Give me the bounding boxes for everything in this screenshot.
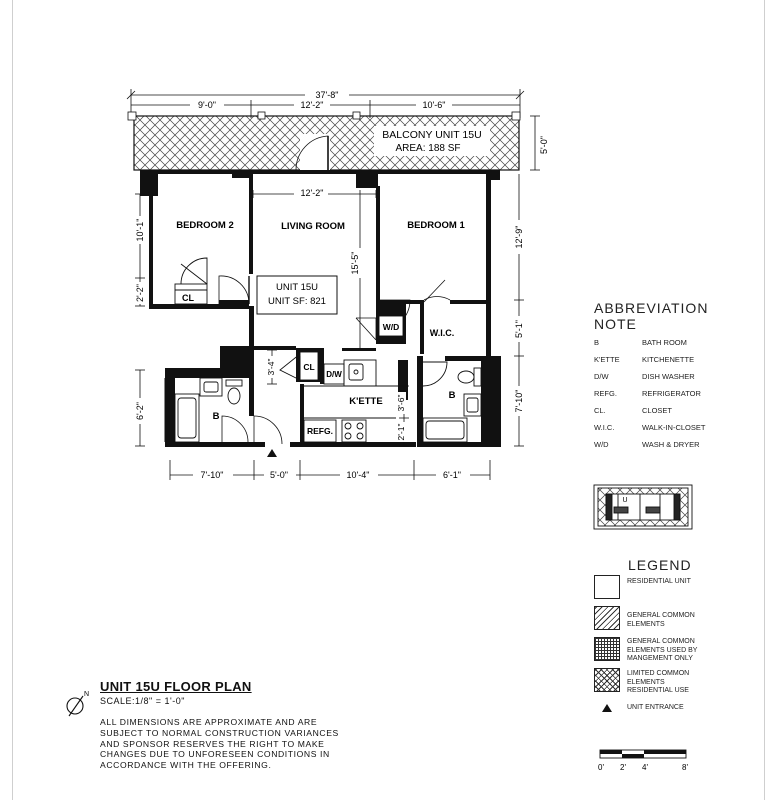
dim-wic-depth: 5'-1" [514,320,524,338]
abbreviation-key: W.I.C. [594,423,615,432]
balcony-label: BALCONY UNIT 15U [382,129,482,141]
dim-top-right: 10'-6" [422,100,446,110]
legend-item-management-only [594,637,764,663]
dim-top-mid: 12'-2" [300,100,324,110]
balcony [128,112,520,170]
dim-bath1-height: 7'-10" [514,389,524,413]
abbreviation-title-line1: ABBREVIATION [594,300,709,316]
legend-label: LIMITED COMMON ELEMENTS RESIDENTIAL USE [627,670,690,694]
abbreviation-item [594,389,744,406]
scale-tick-8: 8' [682,763,688,772]
abbreviation-key: REFG. [594,389,617,398]
abbreviation-key: D/W [594,372,609,381]
wd-label: W/D [382,322,400,332]
legend-title: LEGEND [628,557,692,573]
dim-bath2-height: 6'-2" [135,402,145,420]
legend-item-limited-common [594,668,764,694]
abbreviation-item [594,406,744,423]
abbreviation-value: WASH & DRYER [642,440,700,449]
abbreviation-key: K'ETTE [594,355,620,364]
north-arrow [67,696,83,716]
cl-bedroom2: CL [182,293,194,303]
dim-closet-depth: 2'-2" [135,284,145,302]
unit-label: UNIT 15U [275,282,319,293]
abbreviation-key: W/D [594,440,609,449]
dim-bottom-3: 10'-4" [346,470,370,480]
north-label: N [84,691,90,698]
dim-bedroom1-depth: 12'-9" [514,225,524,249]
refg-label: REFG. [307,426,333,436]
bath1-label: B [448,390,456,401]
abbreviation-item [594,355,744,372]
dim-bottom-4: 6'-1" [443,470,461,480]
abbreviation-list [594,338,744,457]
dim-balcony-depth: 5'-0" [539,136,549,154]
legend-swatch-grid [594,637,620,661]
abbreviation-value: WALK-IN-CLOSET [642,423,706,432]
legend-item-general-common [594,606,764,632]
bath2-label: B [212,411,220,422]
cl-kitchen: CL [303,362,315,372]
wic-label: W.I.C. [429,328,455,338]
keyplan-marker: U [622,497,628,504]
scale-tick-2: 2' [620,763,626,772]
legend-label: RESIDENTIAL UNIT [627,578,691,585]
legend-swatch-hatch [594,606,620,630]
plan-title: UNIT 15U FLOOR PLAN [100,679,252,694]
abbreviation-value: BATH ROOM [642,338,687,347]
abbreviation-value: DISH WASHER [642,372,695,381]
dim-top-left: 9'-0" [198,100,216,110]
balcony-area: AREA: 188 SF [395,143,461,154]
dw-label: D/W [326,370,342,379]
legend-item-unit-entrance [594,702,764,716]
abbreviation-key: B [594,338,600,347]
entrance-triangle-icon [602,704,612,712]
dim-refg-height: 2'-1" [396,423,406,441]
bath1-fixtures [423,362,481,442]
unit-entrance-marker [267,449,277,457]
bedroom1-label: BEDROOM 1 [407,220,465,231]
dim-cl-height: 3'-4" [266,358,276,376]
abbreviation-item [594,423,744,440]
dim-living-depth: 15'-5" [350,251,360,275]
dim-kette-height: 3'-6" [396,394,406,412]
abbreviation-value: REFRIGERATOR [642,389,701,398]
legend-label: GENERAL COMMON ELEMENTS [627,612,695,628]
plan-scale: SCALE:1/8" = 1'-0" [100,696,185,706]
dim-bottom-1: 7'-10" [200,470,224,480]
unit-sf: UNIT SF: 821 [268,296,326,307]
scale-tick-4: 4' [642,763,648,772]
legend-swatch-plain [594,575,620,599]
living-room-label: LIVING ROOM [281,221,345,232]
plan-disclaimer: ALL DIMENSIONS ARE APPROXIMATE AND ARE SUBJECT TO NORMAL CONSTRUCTION VARIANCES AND SPONSOR RESERVES THE RIGHT TO MAKE CHANGES DUE TO UNFORESEEN CONDITIONS IN ACCORDANCE WITH THE OFFERING. [100,717,339,771]
legend-label: UNIT ENTRANCE [627,704,684,711]
dim-living-width: 12'-2" [300,188,324,198]
abbreviation-item [594,440,744,457]
abbreviation-title-line2: NOTE [594,316,637,332]
abbreviation-item [594,338,744,355]
legend-swatch-crosshatch [594,668,620,692]
legend-item-residential-unit [594,575,764,601]
dim-overall-width: 37'-8" [315,90,339,100]
abbreviation-title [594,300,708,332]
abbreviation-value: KITCHENETTE [642,355,695,364]
kette-label: K'ETTE [349,396,383,407]
bath2-fixtures [175,378,242,442]
dim-bedroom2-depth: 10'-1" [135,218,145,242]
legend-label: GENERAL COMMON ELEMENTS USED BY MANGEMENT ONLY [627,638,698,662]
abbreviation-item [594,372,744,389]
dim-bottom-2: 5'-0" [270,470,288,480]
key-plan [594,485,692,529]
bedroom2-label: BEDROOM 2 [176,220,234,231]
scale-tick-0: 0' [598,763,604,772]
scale-bar [600,750,686,758]
abbreviation-key: CL. [594,406,606,415]
abbreviation-value: CLOSET [642,406,673,415]
